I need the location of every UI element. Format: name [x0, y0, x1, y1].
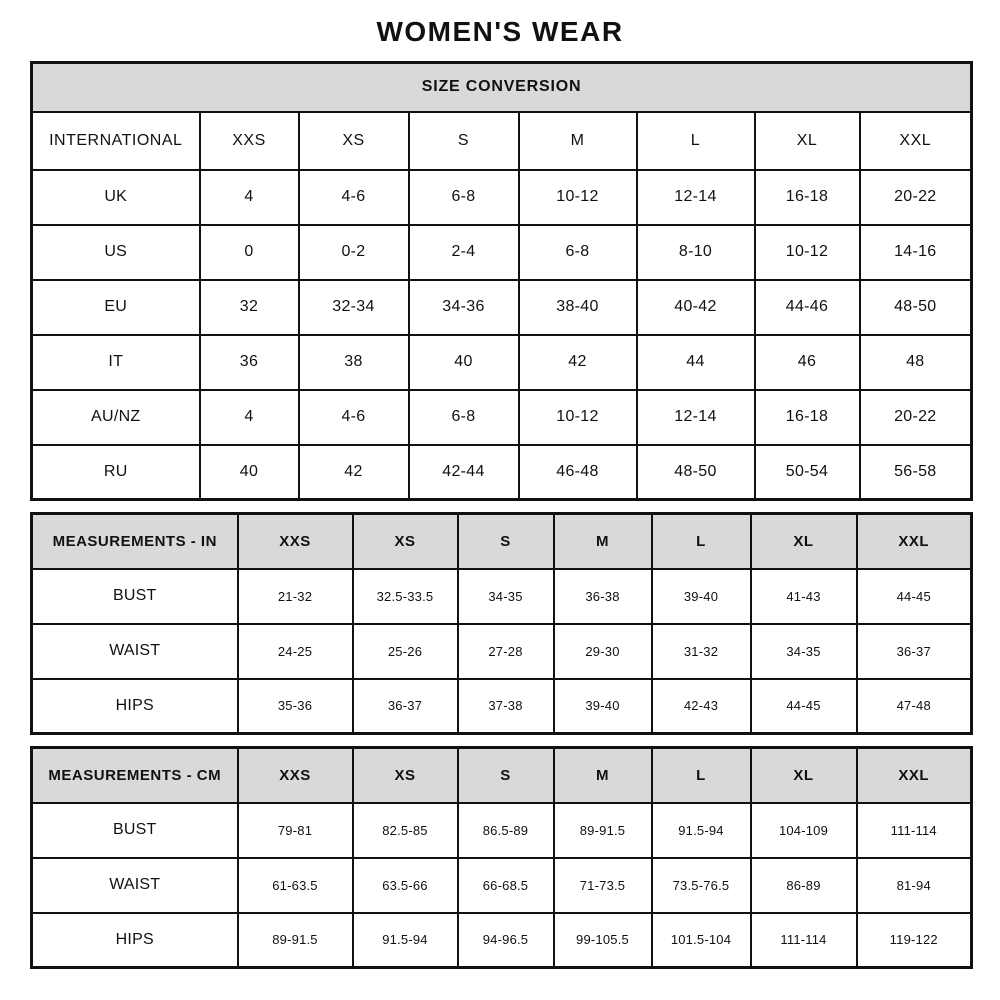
size-value: 44-45: [751, 679, 857, 734]
size-value: 46: [755, 335, 860, 390]
size-value: 50-54: [755, 445, 860, 500]
size-value: 10-12: [519, 170, 637, 225]
size-value: 44-45: [857, 569, 972, 624]
size-column-header: XL: [755, 112, 860, 170]
size-chart-page: [30, 0, 970, 969]
size-column-header: L: [652, 748, 751, 803]
table-banner: SIZE CONVERSION: [32, 63, 972, 112]
size-value: 21-32: [238, 569, 353, 624]
size-value: 8-10: [637, 225, 755, 280]
size-value: 2-4: [409, 225, 519, 280]
size-value: 40-42: [637, 280, 755, 335]
table-row: [32, 858, 972, 913]
size-value: 42: [519, 335, 637, 390]
row-label: BUST: [32, 803, 238, 858]
size-value: 10-12: [755, 225, 860, 280]
table-row: [32, 569, 972, 624]
size-value: 44-46: [755, 280, 860, 335]
size-column-header: XL: [751, 748, 857, 803]
size-value: 119-122: [857, 913, 972, 968]
size-value: 101.5-104: [652, 913, 751, 968]
size-value: 44: [637, 335, 755, 390]
size-value: 73.5-76.5: [652, 858, 751, 913]
size-value: 32.5-33.5: [353, 569, 458, 624]
size-value: 47-48: [857, 679, 972, 734]
size-value: 34-35: [751, 624, 857, 679]
size-value: 32: [200, 280, 299, 335]
row-label: BUST: [32, 569, 238, 624]
size-column-header: S: [458, 748, 554, 803]
column-header-row: [32, 514, 972, 569]
column-header-row: [32, 748, 972, 803]
size-value: 104-109: [751, 803, 857, 858]
size-value: 16-18: [755, 390, 860, 445]
size-value: 79-81: [238, 803, 353, 858]
row-label: UK: [32, 170, 200, 225]
table-row: [32, 624, 972, 679]
size-value: 29-30: [554, 624, 652, 679]
size-value: 36-37: [857, 624, 972, 679]
size-value: 48-50: [860, 280, 972, 335]
row-label: IT: [32, 335, 200, 390]
row-label: WAIST: [32, 858, 238, 913]
size-column-header: XXL: [857, 514, 972, 569]
column-header-row: [32, 112, 972, 170]
table-banner-row: [32, 63, 972, 112]
size-value: 86-89: [751, 858, 857, 913]
measurements-cm-table: [30, 746, 973, 969]
row-label: EU: [32, 280, 200, 335]
size-value: 46-48: [519, 445, 637, 500]
size-column-header: M: [519, 112, 637, 170]
size-value: 14-16: [860, 225, 972, 280]
size-value: 91.5-94: [652, 803, 751, 858]
size-value: 89-91.5: [554, 803, 652, 858]
table-row: [32, 225, 972, 280]
size-value: 24-25: [238, 624, 353, 679]
size-value: 66-68.5: [458, 858, 554, 913]
size-value: 37-38: [458, 679, 554, 734]
size-value: 48: [860, 335, 972, 390]
size-value: 0: [200, 225, 299, 280]
size-value: 91.5-94: [353, 913, 458, 968]
size-value: 89-91.5: [238, 913, 353, 968]
row-label: HIPS: [32, 913, 238, 968]
size-column-header: XS: [299, 112, 409, 170]
table-row: [32, 280, 972, 335]
size-value: 86.5-89: [458, 803, 554, 858]
size-value: 39-40: [652, 569, 751, 624]
row-label: US: [32, 225, 200, 280]
size-value: 36-38: [554, 569, 652, 624]
table-row: [32, 170, 972, 225]
size-value: 20-22: [860, 390, 972, 445]
size-value: 94-96.5: [458, 913, 554, 968]
size-value: 39-40: [554, 679, 652, 734]
size-value: 99-105.5: [554, 913, 652, 968]
table-row: [32, 335, 972, 390]
row-label: WAIST: [32, 624, 238, 679]
row-label: HIPS: [32, 679, 238, 734]
size-value: 42-43: [652, 679, 751, 734]
size-value: 31-32: [652, 624, 751, 679]
size-value: 61-63.5: [238, 858, 353, 913]
size-value: 12-14: [637, 170, 755, 225]
size-value: 32-34: [299, 280, 409, 335]
page-title: WOMEN'S WEAR: [376, 16, 624, 47]
size-value: 111-114: [751, 913, 857, 968]
size-value: 6-8: [409, 170, 519, 225]
table-row: [32, 803, 972, 858]
measurements-in-table: [30, 512, 973, 735]
size-value: 111-114: [857, 803, 972, 858]
size-value: 40: [200, 445, 299, 500]
size-value: 20-22: [860, 170, 972, 225]
size-column-header: M: [554, 514, 652, 569]
size-column-header: XXL: [857, 748, 972, 803]
size-value: 36: [200, 335, 299, 390]
table-title-cell: MEASUREMENTS - IN: [32, 514, 238, 569]
size-conversion-table: [30, 61, 973, 501]
size-value: 34-36: [409, 280, 519, 335]
size-value: 0-2: [299, 225, 409, 280]
table-row: [32, 679, 972, 734]
size-value: 10-12: [519, 390, 637, 445]
size-column-header: XXS: [238, 514, 353, 569]
row-label: AU/NZ: [32, 390, 200, 445]
size-value: 63.5-66: [353, 858, 458, 913]
size-value: 40: [409, 335, 519, 390]
size-column-header: S: [409, 112, 519, 170]
table-row: [32, 390, 972, 445]
size-value: 71-73.5: [554, 858, 652, 913]
size-value: 38-40: [519, 280, 637, 335]
size-column-header: M: [554, 748, 652, 803]
size-column-header: XXS: [238, 748, 353, 803]
size-value: 4: [200, 170, 299, 225]
table-title-cell: INTERNATIONAL: [32, 112, 200, 170]
size-column-header: XXS: [200, 112, 299, 170]
size-column-header: S: [458, 514, 554, 569]
size-value: 41-43: [751, 569, 857, 624]
size-value: 6-8: [409, 390, 519, 445]
size-value: 12-14: [637, 390, 755, 445]
size-value: 4-6: [299, 170, 409, 225]
size-value: 35-36: [238, 679, 353, 734]
size-value: 56-58: [860, 445, 972, 500]
size-column-header: L: [652, 514, 751, 569]
size-value: 36-37: [353, 679, 458, 734]
size-value: 4-6: [299, 390, 409, 445]
size-value: 16-18: [755, 170, 860, 225]
size-value: 6-8: [519, 225, 637, 280]
table-row: [32, 913, 972, 968]
size-value: 38: [299, 335, 409, 390]
size-column-header: XS: [353, 748, 458, 803]
size-column-header: XL: [751, 514, 857, 569]
row-label: RU: [32, 445, 200, 500]
size-value: 48-50: [637, 445, 755, 500]
size-value: 82.5-85: [353, 803, 458, 858]
size-value: 34-35: [458, 569, 554, 624]
table-title-cell: MEASUREMENTS - CM: [32, 748, 238, 803]
size-column-header: XXL: [860, 112, 972, 170]
size-value: 81-94: [857, 858, 972, 913]
size-column-header: L: [637, 112, 755, 170]
table-row: [32, 445, 972, 500]
size-value: 25-26: [353, 624, 458, 679]
size-column-header: XS: [353, 514, 458, 569]
size-value: 4: [200, 390, 299, 445]
size-value: 42-44: [409, 445, 519, 500]
size-value: 27-28: [458, 624, 554, 679]
size-value: 42: [299, 445, 409, 500]
